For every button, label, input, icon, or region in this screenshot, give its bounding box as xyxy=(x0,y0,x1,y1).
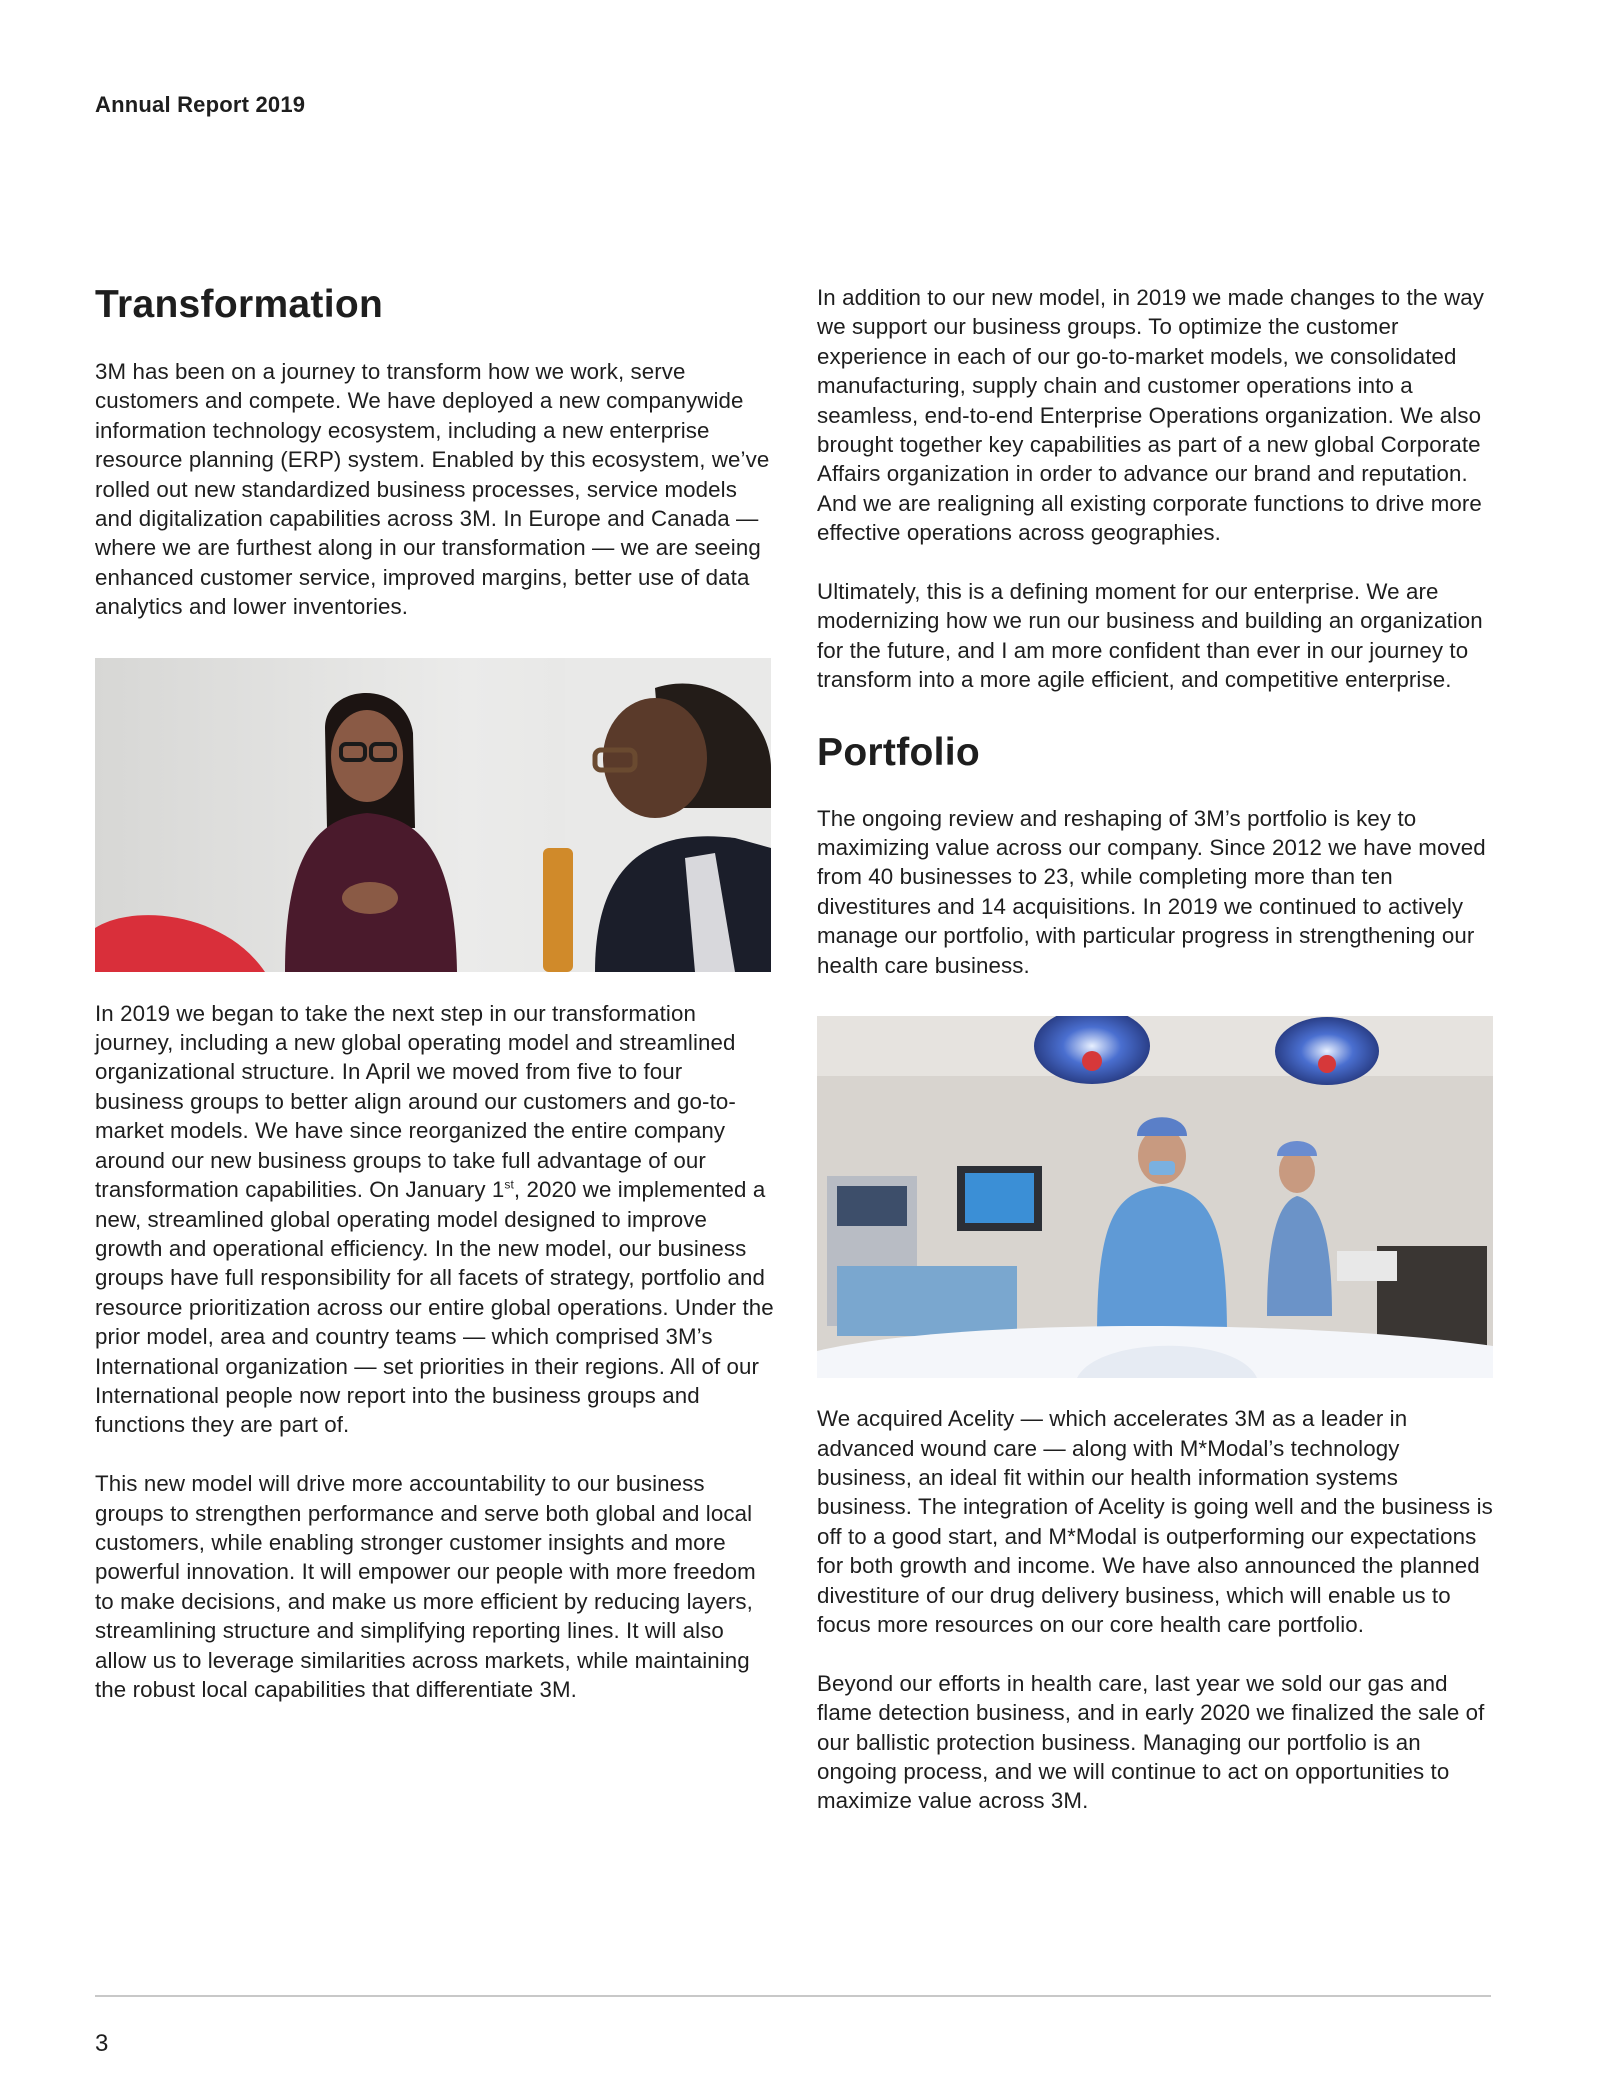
portfolio-paragraph-1: The ongoing review and reshaping of 3M’s portfolio is key to maximizing value across our company. Since 2012 we have moved from 40 businesses to 23, while completing more than ten divestitures and 14 acquisitions. In 2019 we continued to actively manage our portfolio, with particular progress in strengthening our health care business. xyxy=(817,805,1486,978)
transformation-paragraph-5: Ultimately, this is a defining moment for our enterprise. We are modernizing how we run our business and building an organization for the future, and I am more confident than ever in our journey to transform into a more agile efficient, and competitive enterprise. xyxy=(817,579,1483,693)
portfolio-heading: Portfolio xyxy=(817,730,981,774)
portfolio-paragraph-2: We acquired Acelity — which accelerates 3M as a leader in advanced wound care — along with M*Modal’s technology business, an ideal fit within our health information systems business. The integration of Acelity is going well and the business is off to a good start, and M*Modal is outperforming our expectations for both growth and income. We have also announced the planned divestiture of our drug delivery business, which will enable us to focus more resources on our core health care portfolio. xyxy=(817,1406,1493,1637)
right-column xyxy=(817,283,1497,1816)
left-column xyxy=(95,280,775,1704)
transformation-paragraph-3: This new model will drive more accountability to our business groups to strengthen performance and serve both global and local customers, while enabling stronger customer insights and more powerful innovation. It will empower our people with more freedom to make decisions, and make us more efficient by reducing layers, streamlining structure and simplifying reporting lines. It will also allow us to leverage similarities across markets, while maintaining the robust local capabilities that differentiate 3M. xyxy=(95,1471,756,1702)
footer-divider xyxy=(95,1995,1491,1997)
operating-room-photo xyxy=(817,1016,1493,1378)
report-title: Annual Report 2019 xyxy=(95,92,306,117)
meeting-photo xyxy=(95,658,771,972)
transformation-paragraph-4: In addition to our new model, in 2019 we made changes to the way we support our business groups. To optimize the customer experience in each of our go-to-market models, we consolidated manufacturing, supply chain and customer operations into a seamless, end-to-end Enterprise Operations organization. We also brought together key capabilities as part of a new global Corporate Affairs organization in order to advance our brand and reputation. And we are realigning all existing corporate functions to drive more effective operations across geographies. xyxy=(817,285,1485,546)
transformation-paragraph-1: 3M has been on a journey to transform how we work, serve customers and compete. We have deployed a new companywide information technology ecosystem, including a new enterprise resource planning (ERP) system. Enabled by this ecosystem, we’ve rolled out new standardized business processes, service models and digitalization capabilities across 3M. In Europe and Canada — where we are furthest along in our transformation — we are seeing enhanced customer service, improved margins, better use of data analytics and lower inventories. xyxy=(95,359,770,620)
page-number: 3 xyxy=(95,2030,109,2057)
transformation-paragraph-2: In 2019 we began to take the next step in our transformation journey, including a new global operating model and streamlined organizational structure. In April we moved from five to four business groups to better align around our customers and go-to-market models. We have since reorganized the entire company around our new business groups to take full advantage of our transformation capabilities. On January 1st, 2020 we implemented a new, streamlined global operating model designed to improve growth and operational efficiency. In the new model, our business groups have full responsibility for all facets of strategy, portfolio and resource prioritization across our entire global operations. Under the prior model, area and country teams — which comprised 3M’s International organization — set priorities in their regions. All of our International people now report into the business groups and functions they are part of. xyxy=(95,1000,774,1438)
transformation-heading: Transformation xyxy=(95,283,384,326)
portfolio-paragraph-3: Beyond our efforts in health care, last year we sold our gas and flame detection business, and in early 2020 we finalized the sale of our ballistic protection business. Managing our portfolio is an ongoing process, and we will continue to act on opportunities to maximize value across 3M. xyxy=(817,1670,1485,1814)
